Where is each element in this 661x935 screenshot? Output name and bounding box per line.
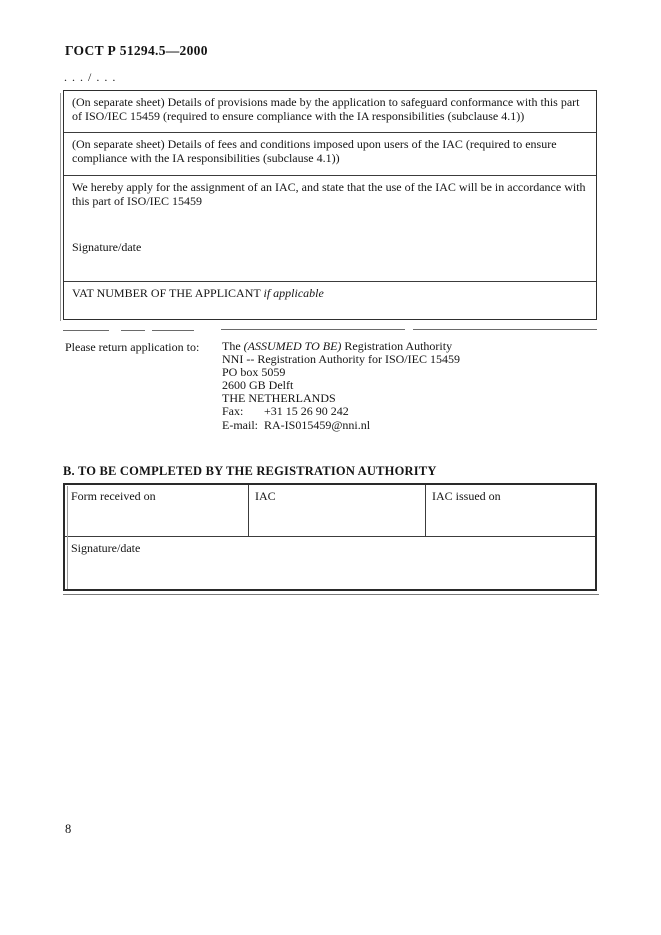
table-row [65, 485, 595, 537]
cell-label: Form received on [71, 489, 156, 503]
address-line: THE NETHERLANDS [222, 391, 336, 406]
email-address: RA-IS015459@nni.nl [264, 417, 371, 432]
address-line: PO box 5059 [222, 365, 286, 380]
section-b-heading: B. TO BE COMPLETED BY THE REGISTRATION AUTHORITY [63, 464, 437, 478]
address-line: NNI -- Registration Authority for ISO/IEC 15459 [222, 352, 460, 367]
scan-artifact-line [63, 594, 599, 595]
scan-artifact-line [221, 329, 405, 330]
iac-cell [249, 485, 426, 536]
address-line: 2600 GB Delft [222, 378, 294, 393]
form-row-declaration [64, 175, 596, 281]
scan-artifact-line [60, 93, 61, 321]
form-row-text: (On separate sheet) Details of provisions made by the application to safeguard conformance with this part of ISO/IEC 15459 (required to ensure compliance with the IA responsibilities (subclause 4.1)) [72, 95, 580, 123]
application-form-table [63, 90, 597, 320]
form-row-text: (On separate sheet) Details of fees and conditions imposed upon users of the IAC (required to ensure compliance with the IA responsibilities (subclause 4.1)) [72, 137, 557, 165]
signature-date-label: Signature/date [71, 541, 141, 555]
fax-number: +31 15 26 90 242 [264, 404, 349, 419]
cell-label: IAC issued on [432, 489, 501, 503]
vat-qualifier: if applicable [263, 286, 324, 300]
continuation-mark: . . . / . . . [64, 70, 117, 84]
vat-number-label: VAT NUMBER OF THE APPLICANT [72, 286, 264, 300]
form-received-cell [65, 485, 249, 536]
standard-designation: ГОСТ Р 51294.5—2000 [65, 43, 208, 58]
form-row-vat [64, 281, 596, 319]
fax-label: Fax: [222, 404, 244, 419]
iac-issued-cell [426, 485, 595, 536]
email-line [222, 419, 460, 432]
return-instruction-label: Please return application to: [65, 340, 200, 354]
scan-artifact-line [67, 486, 68, 589]
address-line-text: Registration Authority [341, 339, 453, 353]
address-line-italic: (ASSUMED TO BE) [243, 339, 342, 353]
form-row-provisions [64, 91, 596, 132]
signature-row [65, 537, 595, 589]
registration-authority-address [222, 340, 460, 432]
scan-artifact-line [121, 330, 145, 331]
page-number: 8 [65, 822, 72, 836]
form-row-fees [64, 132, 596, 175]
registration-authority-table [63, 483, 597, 591]
address-line-text: The [222, 339, 244, 353]
form-row-text: We hereby apply for the assignment of an IAC, and state that the use of the IAC will be in accordance with this part of ISO/IEC 15459 [72, 180, 586, 208]
scan-artifact-line [413, 329, 597, 330]
signature-date-label: Signature/date [72, 240, 142, 254]
scan-artifact-line [63, 330, 109, 331]
scan-artifact-line [152, 330, 194, 331]
cell-label: IAC [255, 489, 276, 503]
email-label: E-mail: [222, 417, 258, 432]
